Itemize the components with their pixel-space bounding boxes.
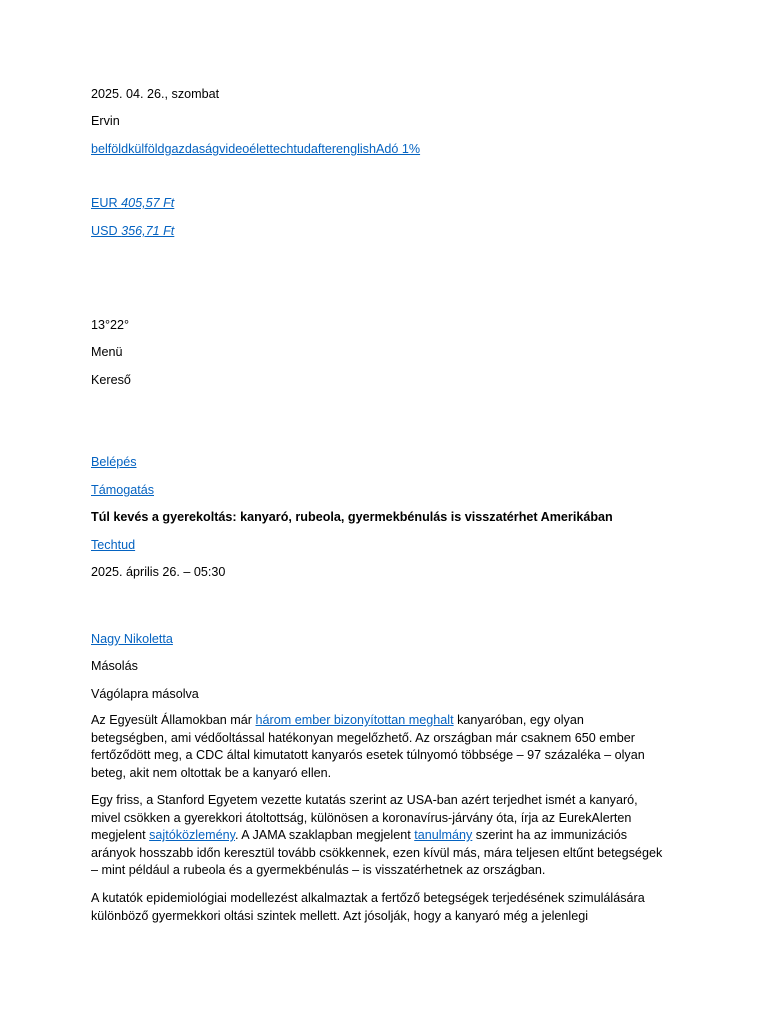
article-datetime: 2025. április 26. – 05:30 (91, 565, 226, 579)
nav-links-link[interactable]: belföldkülföldgazdaságvideoélettechtudafterenglishAdó 1% (91, 142, 421, 156)
paragraph-line: A kutatók epidemiológiai modellezést alkalmaztak a fertőző betegségek terjedésének szimulálására (91, 891, 645, 905)
support-link[interactable]: Támogatás (91, 483, 154, 497)
weather-temperature: 13°22° (91, 318, 130, 332)
article-category-link[interactable]: Techtud (91, 538, 136, 552)
login-link[interactable]: Belépés (91, 455, 137, 469)
article-category-wrap[interactable] (91, 536, 135, 554)
text-run: . A JAMA szaklapban megjelent (234, 828, 415, 842)
header-user-name: Ervin (91, 114, 120, 128)
currency-usd[interactable] (91, 222, 174, 240)
paragraph-line: betegségben, ami védőoltással hatékonyan megelőzhető. Az országban már csaknem 650 ember (91, 730, 635, 745)
paragraph-line: mivel csökken a gyerekkori átoltottság, különösen a koronavírus-járvány óta, írja az EurekAlerten (91, 810, 632, 825)
article-paragraph-2 (91, 792, 681, 880)
search-button[interactable]: Kereső (91, 373, 131, 387)
article-author-wrap[interactable] (91, 630, 173, 648)
currency-eur[interactable] (91, 194, 174, 212)
article-paragraph-1 (91, 712, 681, 782)
paragraph-line: – mint például a rubeola és a gyermekbénulás – is visszatérhetnek az országban. (91, 863, 546, 877)
article-author-link[interactable]: Nagy Nikoletta (91, 632, 173, 646)
nav-links[interactable] (91, 140, 420, 158)
copy-button[interactable]: Másolás (91, 659, 138, 673)
currency-usd-link[interactable] (91, 224, 174, 238)
paragraph-line (91, 827, 681, 845)
text-run: Az Egyesült Államokban már (91, 713, 256, 727)
header-date: 2025. 04. 26., szombat (91, 87, 220, 101)
text-run: szerint ha az immunizációs (472, 828, 627, 842)
currency-eur-value: 405,57 Ft (121, 196, 175, 210)
paragraph-line: Egy friss, a Stanford Egyetem vezette kutatás szerint az USA-ban azért terjedhet ismét a kanyaró, (91, 793, 638, 807)
paragraph-line: beteg, akit nem oltottak be a kanyaró ellen. (91, 765, 332, 780)
login-link-wrap[interactable] (91, 453, 137, 471)
press-release-link[interactable]: sajtóközlemény (149, 828, 235, 842)
currency-eur-link[interactable] (91, 196, 174, 210)
deaths-source-link[interactable]: három ember bizonyítottan meghalt (255, 713, 454, 727)
study-link[interactable]: tanulmány (414, 828, 473, 842)
copy-clipboard-status: Vágólapra másolva (91, 687, 199, 701)
text-run: megjelent (91, 828, 150, 842)
paragraph-line (91, 712, 681, 730)
paragraph-line: arányok hosszabb időn keresztül tovább csökkennek, ezen kívül más, mára teljesen eltűnt betegségek (91, 845, 663, 860)
menu-button[interactable]: Menü (91, 345, 123, 359)
currency-usd-label: USD (91, 224, 118, 238)
article-paragraph-3 (91, 890, 681, 925)
paragraph-line: különböző gyermekkori oltási szintek mellett. Azt jósolják, hogy a kanyaró még a jelenlegi (91, 908, 589, 923)
support-link-wrap[interactable] (91, 481, 154, 499)
text-run: kanyaróban, egy olyan (453, 713, 584, 727)
paragraph-line: fertőződött meg, a CDC által kimutatott kanyarós esetek túlnyomó többsége – 97 százaléka – olyan (91, 748, 645, 762)
currency-eur-label: EUR (91, 196, 118, 210)
currency-usd-value: 356,71 Ft (121, 224, 175, 238)
article-title: Túl kevés a gyerekoltás: kanyaró, rubeola, gyermekbénulás is visszatérhet Amerikában (91, 510, 613, 524)
